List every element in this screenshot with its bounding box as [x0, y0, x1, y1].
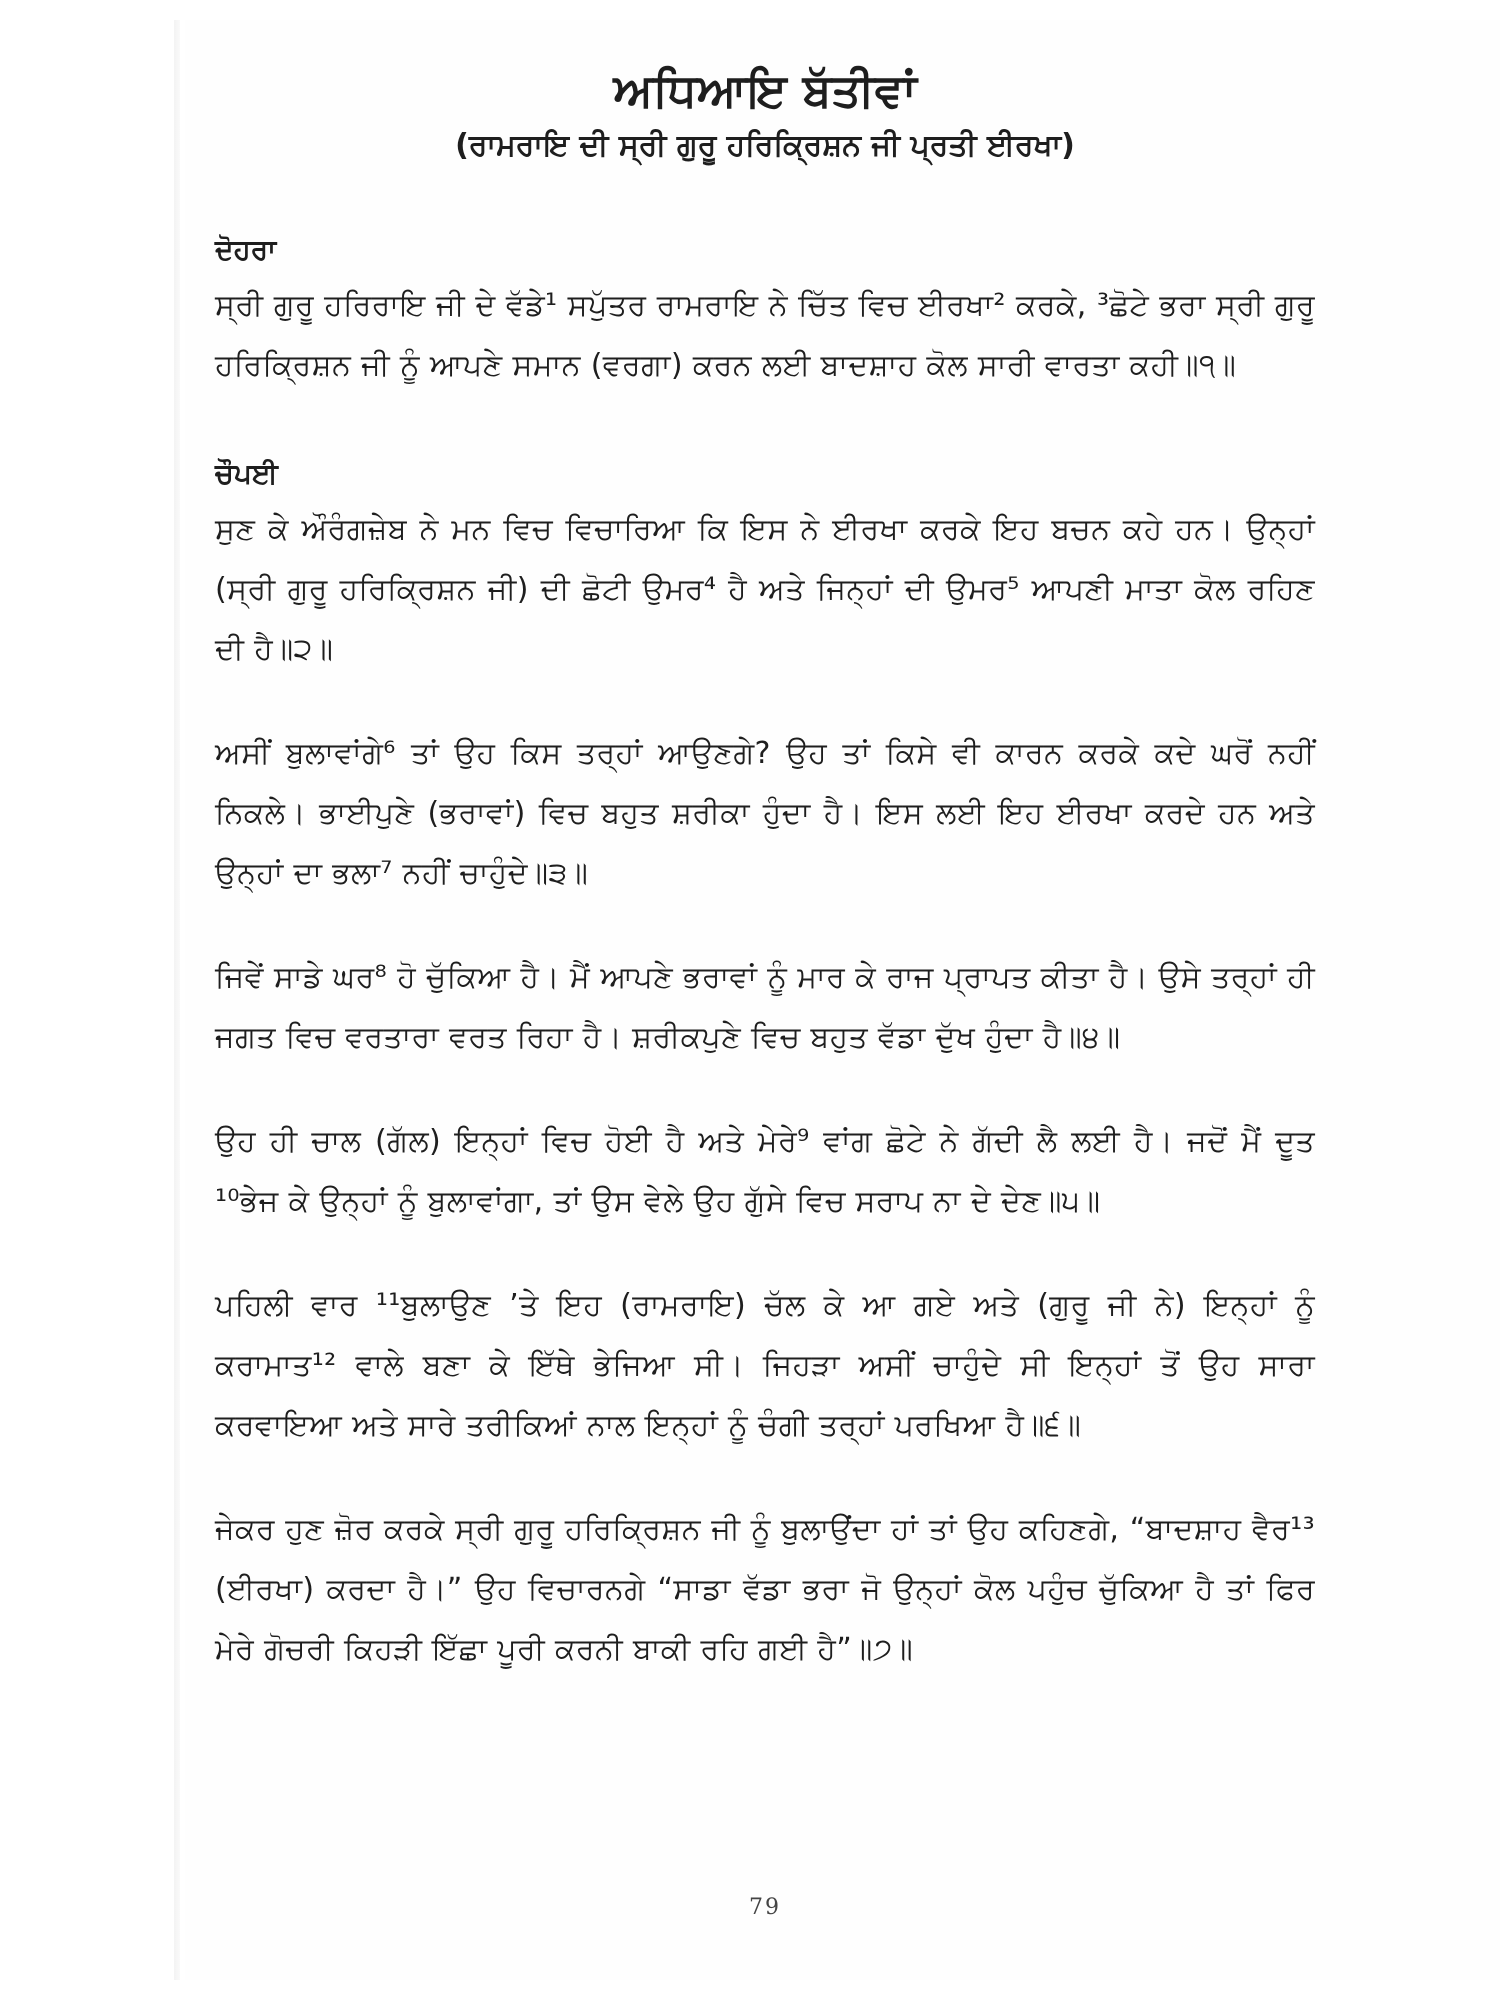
paragraph-6: ਪਹਿਲੀ ਵਾਰ ¹¹ਬੁਲਾਉਣ ’ਤੇ ਇਹ (ਰਾਮਰਾਇ) ਚੱਲ ਕੇ ਆ ਗਏ ਅਤੇ (ਗੁਰੂ ਜੀ ਨੇ) ਇਨ੍ਹਾਂ ਨੂੰ ਕਰਾਮਾਤ¹² ਵਾਲੇ ਬਣਾ ਕੇ ਇੱਥੇ ਭੇਜਿਆ ਸੀ। ਜਿਹੜਾ ਅਸੀਂ ਚਾਹੁੰਦੇ ਸੀ ਇਨ੍ਹਾਂ ਤੋਂ ਉਹ ਸਾਰਾ ਕਰਵਾਇਆ ਅਤੇ ਸਾਰੇ ਤਰੀਕਿਆਂ ਨਾਲ ਇਨ੍ਹਾਂ ਨੂੰ ਚੰਗੀ ਤਰ੍ਹਾਂ ਪਰਖਿਆ ਹੈ॥੬॥	[215, 1288, 1315, 1443]
paragraph-5: ਉਹ ਹੀ ਚਾਲ (ਗੱਲ) ਇਨ੍ਹਾਂ ਵਿਚ ਹੋਈ ਹੈ ਅਤੇ ਮੇਰੇ⁹ ਵਾਂਗ ਛੋਟੇ ਨੇ ਗੱਦੀ ਲੈ ਲਈ ਹੈ। ਜਦੋਂ ਮੈਂ ਦੂਤ ¹⁰ਭੇਜ ਕੇ ਉਨ੍ਹਾਂ ਨੂੰ ਬੁਲਾਵਾਂਗਾ, ਤਾਂ ਉਸ ਵੇਲੇ ਉਹ ਗੁੱਸੇ ਵਿਚ ਸਰਾਪ ਨਾ ਦੇ ਦੇਣ॥੫॥	[215, 1124, 1315, 1219]
paragraph-1: ਸ੍ਰੀ ਗੁਰੂ ਹਰਿਰਾਇ ਜੀ ਦੇ ਵੱਡੇ¹ ਸਪੁੱਤਰ ਰਾਮਰਾਇ ਨੇ ਚਿੱਤ ਵਿਚ ਈਰਖਾ² ਕਰਕੇ, ³ਛੋਟੇ ਭਰਾ ਸ੍ਰੀ ਗੁਰੂ ਹਰਿਕ੍ਰਿਸ਼ਨ ਜੀ ਨੂੰ ਆਪਣੇ ਸਮਾਨ (ਵਰਗਾ) ਕਰਨ ਲਈ ਬਾਦਸ਼ਾਹ ਕੋਲ ਸਾਰੀ ਵਾਰਤਾ ਕਹੀ॥੧॥	[215, 288, 1315, 383]
page-number: 79	[749, 1895, 781, 1920]
paragraph-2: ਸੁਣ ਕੇ ਔਰੰਗਜ਼ੇਬ ਨੇ ਮਨ ਵਿਚ ਵਿਚਾਰਿਆ ਕਿ ਇਸ ਨੇ ਈਰਖਾ ਕਰਕੇ ਇਹ ਬਚਨ ਕਹੇ ਹਨ। ਉਨ੍ਹਾਂ (ਸ੍ਰੀ ਗੁਰੂ ਹਰਿਕ੍ਰਿਸ਼ਨ ਜੀ) ਦੀ ਛੋਟੀ ਉਮਰ⁴ ਹੈ ਅਤੇ ਜਿਨ੍ਹਾਂ ਦੀ ਉਮਰ⁵ ਆਪਣੀ ਮਾਤਾ ਕੋਲ ਰਹਿਣ ਦੀ ਹੈ॥੨॥	[215, 512, 1315, 667]
paragraph-3: ਅਸੀਂ ਬੁਲਾਵਾਂਗੇ⁶ ਤਾਂ ਉਹ ਕਿਸ ਤਰ੍ਹਾਂ ਆਉਣਗੇ? ਉਹ ਤਾਂ ਕਿਸੇ ਵੀ ਕਾਰਨ ਕਰਕੇ ਕਦੇ ਘਰੋਂ ਨਹੀਂ ਨਿਕਲੇ। ਭਾਈਪੁਣੇ (ਭਰਾਵਾਂ) ਵਿਚ ਬਹੁਤ ਸ਼ਰੀਕਾ ਹੁੰਦਾ ਹੈ। ਇਸ ਲਈ ਇਹ ਈਰਖਾ ਕਰਦੇ ਹਨ ਅਤੇ ਉਨ੍ਹਾਂ ਦਾ ਭਲਾ⁷ ਨਹੀਂ ਚਾਹੁੰਦੇ॥੩॥	[215, 736, 1315, 891]
chapter-title: ਅਧਿਆਇ ਬੱਤੀਵਾਂ	[613, 63, 917, 117]
chapter-subtitle: (ਰਾਮਰਾਇ ਦੀ ਸ੍ਰੀ ਗੁਰੂ ਹਰਿਕ੍ਰਿਸ਼ਨ ਜੀ ਪ੍ਰਤੀ ਈਰਖਾ)	[455, 128, 1075, 163]
section-heading-chaupai: ਚੌਪਈ	[215, 457, 278, 490]
page-content	[215, 60, 1315, 1680]
page-gutter	[0, 0, 180, 2000]
book-page	[185, 20, 1500, 1980]
paragraph-4: ਜਿਵੇਂ ਸਾਡੇ ਘਰ⁸ ਹੋ ਚੁੱਕਿਆ ਹੈ। ਮੈਂ ਆਪਣੇ ਭਰਾਵਾਂ ਨੂੰ ਮਾਰ ਕੇ ਰਾਜ ਪ੍ਰਾਪਤ ਕੀਤਾ ਹੈ। ਉਸੇ ਤਰ੍ਹਾਂ ਹੀ ਜਗਤ ਵਿਚ ਵਰਤਾਰਾ ਵਰਤ ਰਿਹਾ ਹੈ। ਸ਼ਰੀਕਪੁਣੇ ਵਿਚ ਬਹੁਤ ਵੱਡਾ ਦੁੱਖ ਹੁੰਦਾ ਹੈ॥੪॥	[215, 960, 1315, 1055]
paragraph-7: ਜੇਕਰ ਹੁਣ ਜ਼ੋਰ ਕਰਕੇ ਸ੍ਰੀ ਗੁਰੂ ਹਰਿਕ੍ਰਿਸ਼ਨ ਜੀ ਨੂੰ ਬੁਲਾਉਂਦਾ ਹਾਂ ਤਾਂ ਉਹ ਕਹਿਣਗੇ, “ਬਾਦਸ਼ਾਹ ਵੈਰ¹³ (ਈਰਖਾ) ਕਰਦਾ ਹੈ।” ਉਹ ਵਿਚਾਰਨਗੇ “ਸਾਡਾ ਵੱਡਾ ਭਰਾ ਜੋ ਉਨ੍ਹਾਂ ਕੋਲ ਪਹੁੰਚ ਚੁੱਕਿਆ ਹੈ ਤਾਂ ਫਿਰ ਮੇਰੇ ਗੋਚਰੀ ਕਿਹੜੀ ਇੱਛਾ ਪੂਰੀ ਕਰਨੀ ਬਾਕੀ ਰਹਿ ਗਈ ਹੈ”॥੭॥	[215, 1512, 1315, 1667]
section-heading-dohra: ਦੋਹਰਾ	[215, 233, 277, 266]
